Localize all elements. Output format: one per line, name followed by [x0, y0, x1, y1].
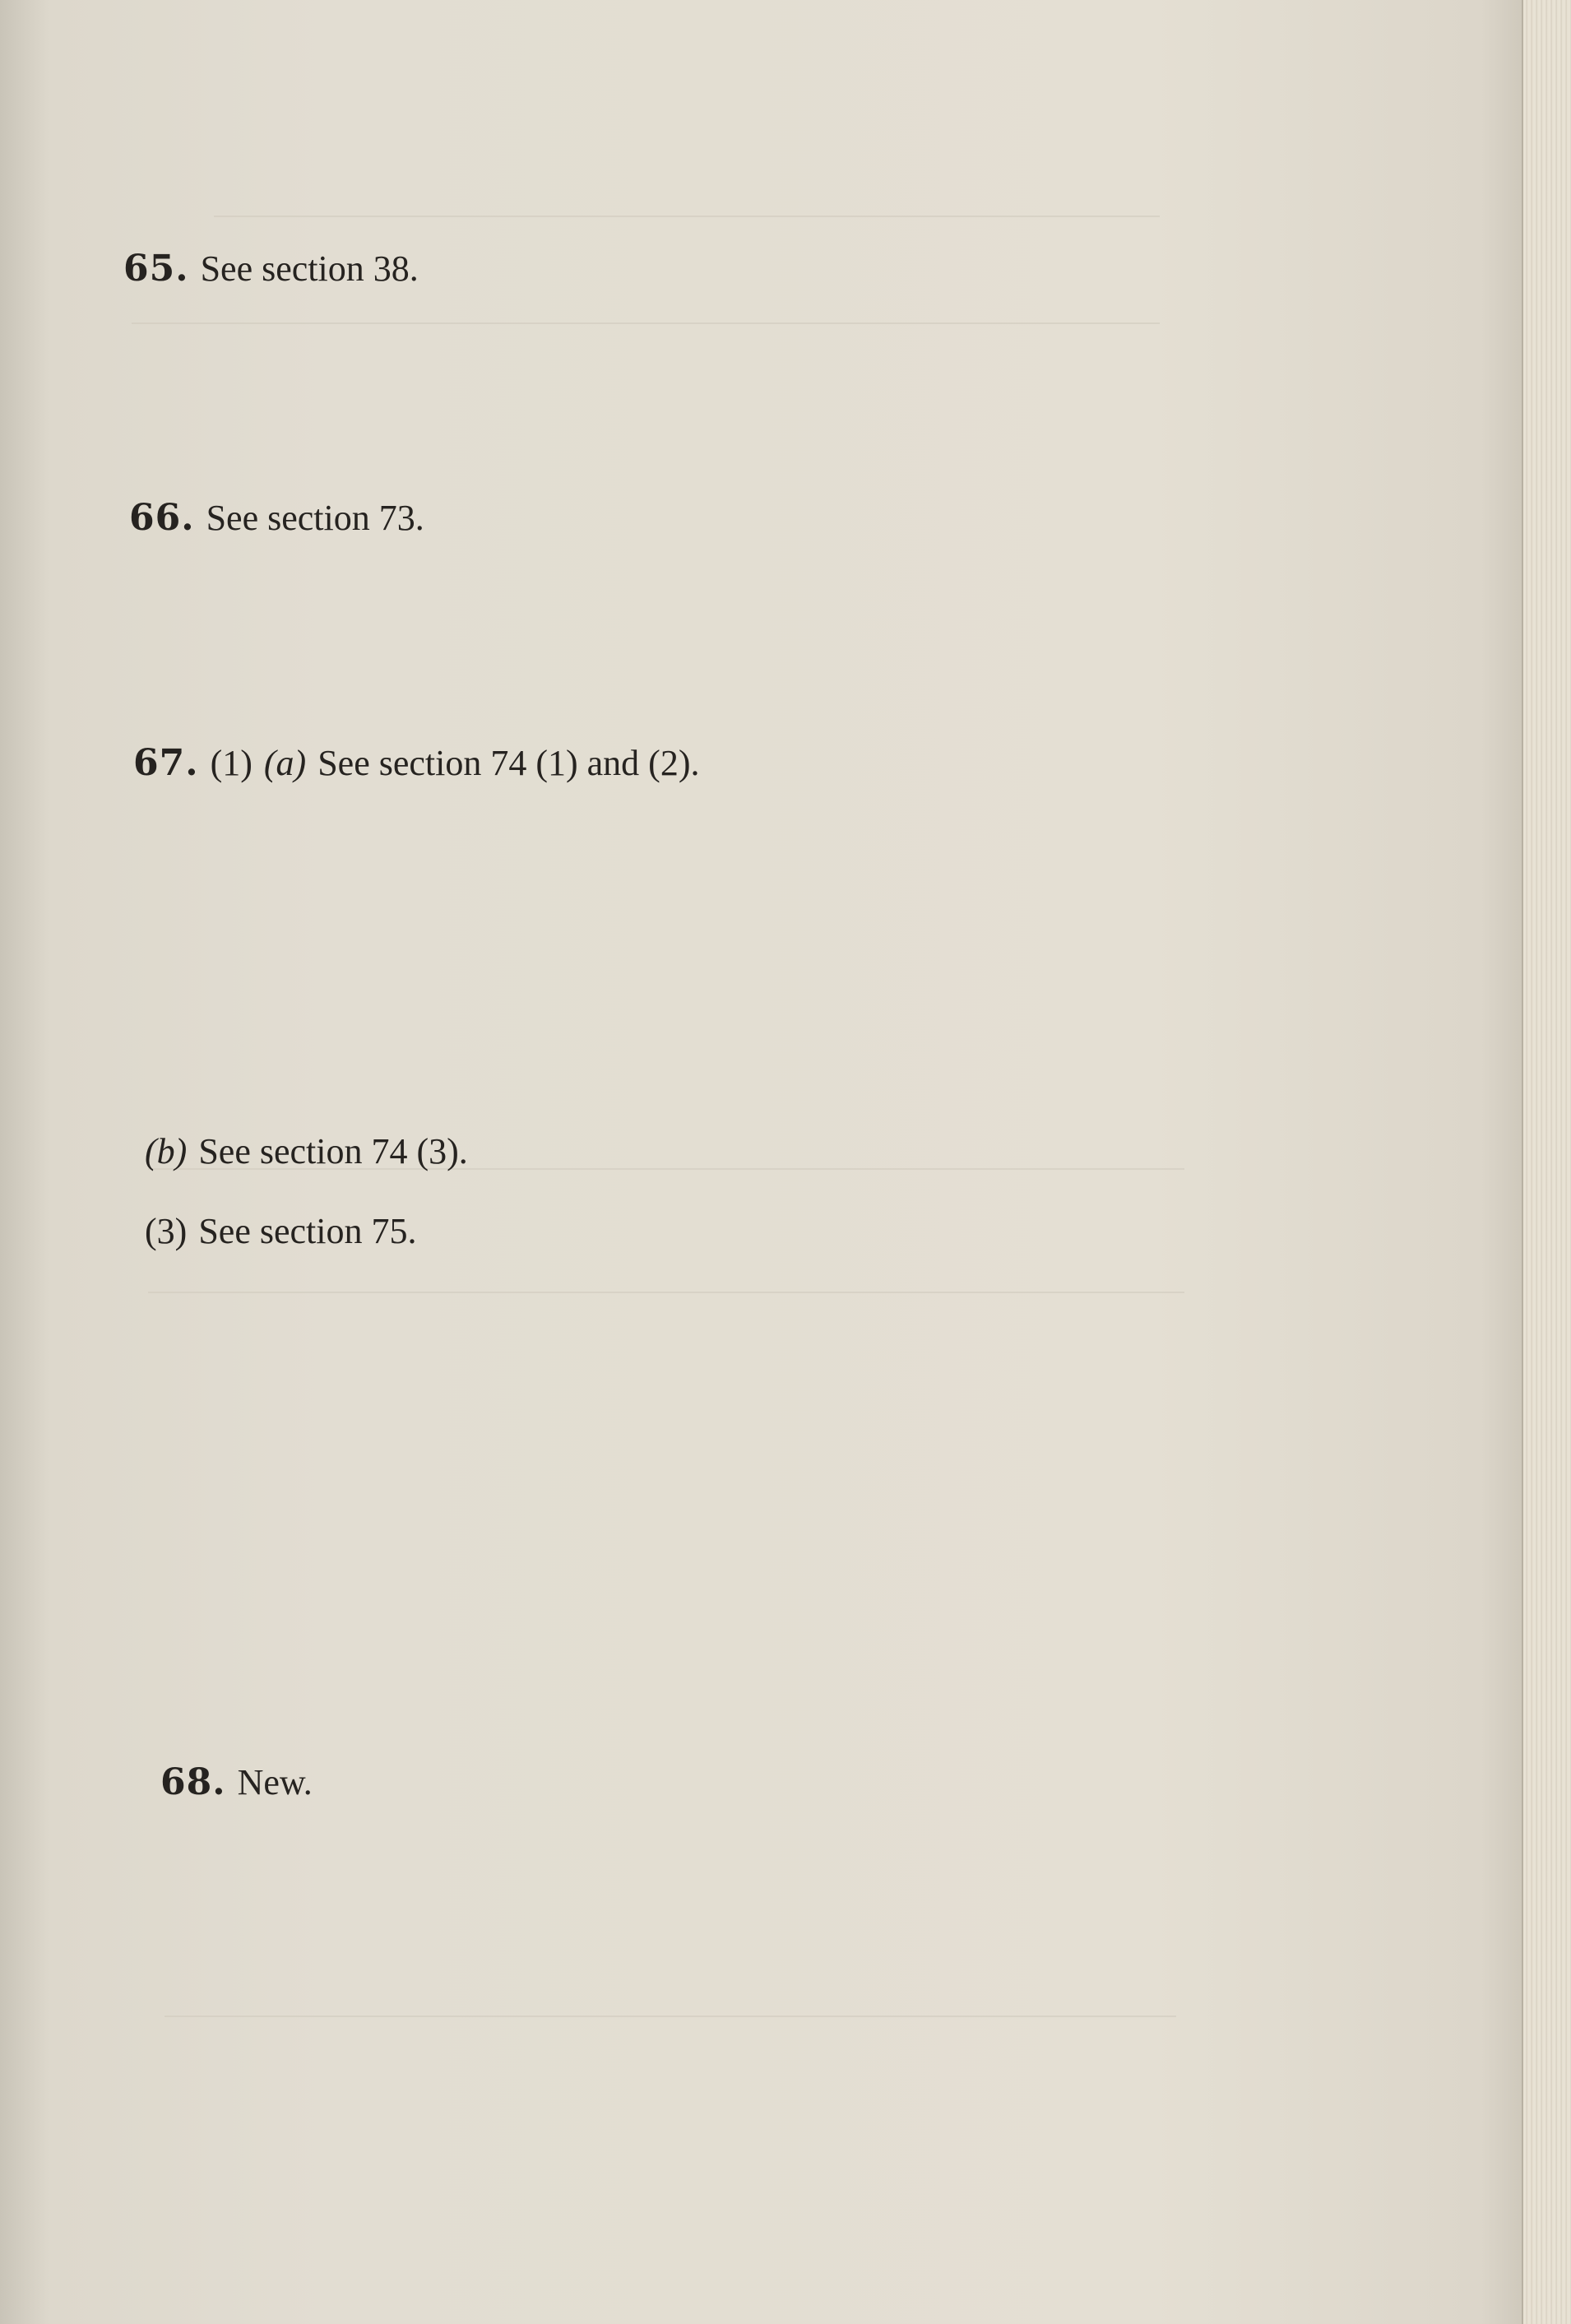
entry-67-b [145, 1131, 468, 1171]
section-number: 65. [123, 248, 189, 290]
entry-text: See section 73. [206, 498, 424, 538]
section-number: 67. [133, 742, 199, 784]
entry-66 [129, 497, 424, 539]
entry-67-3 [145, 1213, 416, 1250]
section-number: 68. [160, 1761, 226, 1803]
entry-text: See section 74 (3). [198, 1131, 468, 1171]
subsection-label: (3) [145, 1211, 188, 1251]
entry-67 [133, 742, 700, 784]
entry-65 [123, 248, 419, 290]
subsection-label: (1) [210, 743, 253, 783]
entry-text: See section 75. [198, 1211, 417, 1251]
paragraph-label: (b) [145, 1131, 188, 1171]
entry-68 [160, 1761, 313, 1803]
page-stack-edge [1522, 0, 1571, 2324]
entry-text: New. [237, 1762, 313, 1802]
bleed-through-rule [214, 216, 1160, 217]
section-number: 66. [129, 497, 195, 539]
entry-text: See section 74 (1) and (2). [317, 743, 700, 783]
bleed-through-rule [165, 2016, 1176, 2017]
bleed-through-rule [132, 322, 1160, 324]
paragraph-label: (a) [263, 743, 307, 783]
entry-text: See section 38. [200, 248, 419, 289]
bleed-through-rule [148, 1292, 1184, 1293]
